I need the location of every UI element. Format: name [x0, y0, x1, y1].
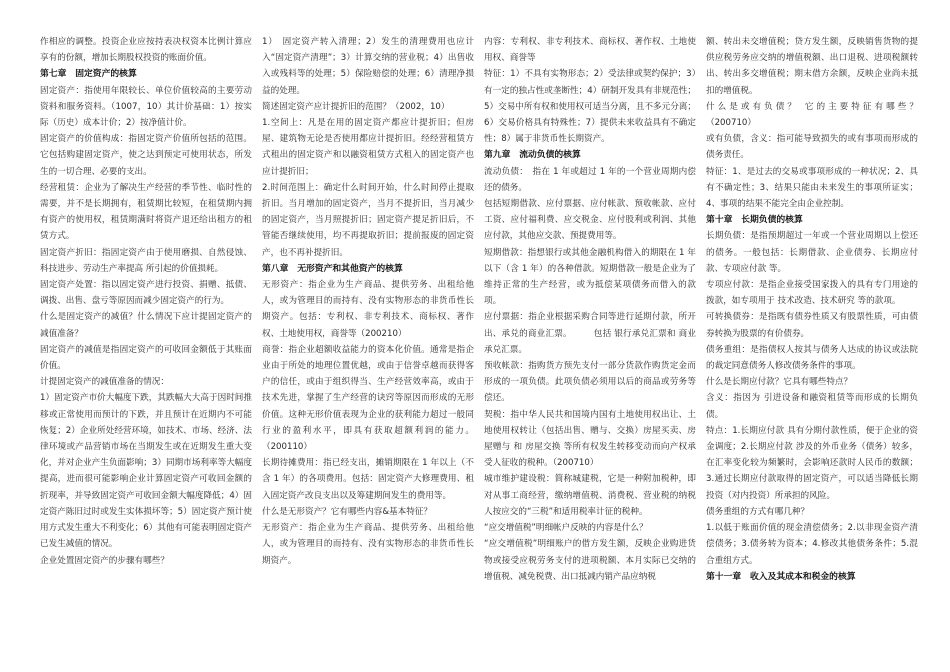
paragraph: 长期待摊费用：指已经支出，摊销期限在 1 年以上（不含 1 年）的各项费用。包括：固定资产大修理费用、租入固定资产改良支出以及筹建期间发生的费用等。 [262, 458, 474, 501]
paragraph: 预收帐款：指购货方预先支付一部分货款作购货定金而形成的一项负债。此项负债必须用以后的商品或劳务等偿还。 [484, 361, 696, 404]
paragraph: 可转换债券：是指既有债券性质又有股票性质，可由债券转换为股票的有价债券。 [706, 312, 918, 339]
paragraph: 固定资产处置：指以固定资产进行投资、捐赠、抵债、调拨、出售、盘亏等原因而减少固定资产的行为。 [40, 280, 252, 307]
paragraph: 债务重组：是指债权人按其与债务人达成的协议或法院的裁定同意债务人修改债务条件的事项。 [706, 344, 918, 372]
paragraph: 企业处置固定资产的步骤有哪些？ [40, 555, 169, 566]
text-column-4 [706, 34, 918, 666]
paragraph: 1） 固定资产转入清理；2）发生的清理费用也应计入“固定资产清理”；3）计算交纳的营业税；4）出售收入或残料等的处理；5）保险赔偿的处理；6）清理净损益的处理。 [262, 37, 474, 96]
paragraph: 固定资产折旧：指固定资产由于使用磨损、自然侵蚀、科技进步、劳动生产率提高 所引起的价值损耗。 [40, 247, 252, 274]
paragraph: 特点：1.长期应付款 具有分期付款性质，便于企业的资金调度；2.长期应付款 涉及的外币业务（债务）较多，在汇率变化较为频繁时，会影响还款时人民币的数额；3.通过长期应付款取得的固定资产，可以适当降低长期投资（对内投资）所承担的风险。 [706, 425, 918, 501]
paragraph: 2.时间范围上：确定什么时间开始，什么时间停止提取折旧。当月增加的固定资产，当月不提折旧，当月减少的固定资产，当月照提折旧；固定资产提足折旧后，不管能否继续使用，均不再提取折旧；提前报废的固定资产，也不再补提折旧。 [262, 182, 474, 258]
paragraph: “应交增值税”明细帐户反映的内容是什么？ [484, 523, 648, 534]
chapter-heading: 第九章 流动负债的核算 [484, 150, 581, 161]
paragraph: 契税：指中华人民共和国境内国有土地使用权出让、土地使用权转让（包括出售、赠与、交换）房屋买卖、房屋赠与 和 房屋交换 等所有权发生转移变动而向产权承受人征收的税种。（200710） [484, 409, 696, 469]
chapter-heading: 第八章 无形资产和其他资产的核算 [262, 263, 403, 274]
text-column-3 [484, 34, 696, 666]
chapter-heading: 第十一章 收入及其成本和税金的核算 [706, 571, 856, 582]
paragraph: 内容：专利权、非专利技术、商标权、著作权、土地使用权、商誉等 [484, 37, 696, 64]
paragraph: 简述固定资产应计提折旧的范围？（2002，10） [262, 101, 450, 112]
text-column-2 [262, 34, 474, 666]
paragraph: 流动负债： 指在 1 年或超过 1 年的一个营业周期内偿还的债务。 [484, 166, 696, 193]
paragraph: 长期负债：是指预期超过一年或一个营业周期以上偿还的债务。一般包括：长期借款、企业债券、长期应付款、专项应付款 等。 [706, 231, 918, 274]
paragraph: 或有负债，含义：指可能导致损失的或有事项而形成的债务责任。 [706, 134, 918, 161]
paragraph: 固定资产的价值构成：指固定资产价值所包括的范围。它包括购建固定资产，使之达到预定可使用状态，所发生的一切合理、必要的支出。 [40, 134, 252, 177]
paragraph: 什么是无形资产？它有哪些内容&基本特征？ [262, 506, 432, 517]
paragraph: 无形资产：指企业为生产商品、提供劳务、出租给他人，或为管理目的而持有、没有实物形态的非货币性长期资产。 [262, 523, 474, 566]
paragraph: 固定资产：指使用年限较长、单位价值较高的主要劳动资料和服务资料。（1007，10）其计价基础：1）按实际（历史）成本计价；2）按净值计价。 [40, 85, 252, 129]
chapter-heading: 第十章 长期负债的核算 [706, 215, 803, 226]
paragraph: 作相应的调整。投资企业应按持表决权资本比例计算应享有的份额，增加长期股权投资的账面价值。 [40, 37, 252, 64]
paragraph: 城市维护建设税：简称城建税，它是一种附加税种，即对从事工商经营，缴纳增值税、消费税、营业税的纳税人按应交的“三税”和适用税率计征的税种。 [484, 474, 696, 517]
chapter-heading: 第七章 固定资产的核算 [40, 69, 137, 80]
paragraph: 额、转出未交增值税；贷方发生额，反映销售货物的提供应税劳务应交纳的增值税额、出口退税、进项税额转出、转出多交增值税；期末借方余额，反映企业尚未抵扣的增值税。 [706, 37, 918, 96]
paragraph: 含义：指因为 引进设备和融资租赁等而形成的长期负债。 [706, 393, 918, 420]
paragraph: 专项应付款：是指企业接受国家拨入的具有专门用途的拨款，如专项用于 技术改造、技术研究 等的款项。 [706, 280, 918, 307]
text-column-1 [40, 34, 252, 666]
paragraph: 商誉：指企业超额收益能力的资本化价值。通常是指企业由于所处的地理位置优越，或由于信誉卓越而获得客户的信任，或由于组织得当、生产经营效率高，或由于技术先进，掌握了生产经营的诀窍等原因而形成的无形价值。这种无形价值表现为企业的获利能力超过一般同行业的盈利水平，即具有获取超额利润的能力。（200110） [262, 344, 474, 453]
paragraph: 应付票据：指企业根据采购合同等进行延期付款，所开出、承兑的商业汇票。 包括 银行承兑汇票和 商业承兑汇票。 [484, 312, 696, 355]
paragraph: 短期借款：指想银行或其他金融机构借入的期限在 1 年以下（含 1 年）的各种借款。短期借款一般是企业为了维持正常的生产经营，或为抵偿某项债务而借入的款项。 [484, 247, 696, 307]
paragraph: “应交增值税”明细账户的借方发生额，反映企业购进货物或接受应税劳务支付的进项税额、本月实际已交纳的增值税、减免税费、出口抵减内销产品应纳税 [484, 539, 696, 582]
paragraph: 特征：1、是过去的交易或事项形成的一种状况；2、具有不确定性；3、结果只能由未来发生的事项所证实；4、事项的结果不能完全由企业控制。 [706, 166, 918, 210]
paragraph: 计提固定资产的减值准备的情况： [40, 377, 169, 388]
paragraph: 什么是长期应付款？它具有哪些特点？ [706, 377, 853, 388]
paragraph: 债务重组的方式有哪几种？ [706, 506, 810, 517]
paragraph: 固定资产的减值是指固定资产的可收回金额低于其账面价值。 [40, 344, 252, 372]
paragraph: 包括短期借款、应付票据、应付帐款、预收帐款、应付工资、应付福利费、应交税金、应付股利或利润、其他应付款，其他应交款、预提费用等。 [484, 199, 696, 242]
paragraph: 经营租赁：企业为了解决生产经营的季节性、临时性的需要，并不是长期拥有，租赁期比较短，在租赁期内拥有资产的使用权，租赁期满时将资产退还给出租方的租赁方式。 [40, 182, 252, 242]
paragraph: 1.空间上：凡是在用的固定资产都应计提折旧；但房屋、建筑物无论是否使用都应计提折旧。经经营租赁方式租出的固定资产和以融资租赁方式租入的固定资产也应计提折旧； [262, 118, 474, 177]
paragraph: 什 么 是 或 有 负 债 ？ 它 的 主 要 特 征 有 哪 些 ？（200710） [706, 101, 918, 129]
paragraph: 1.以低于账面价值的现金清偿债务；2.以非现金资产清偿债务；3.债务转为资本；4.修改其他债务条件；5.混合重组方式。 [706, 523, 918, 566]
paragraph: 特征：1）不具有实物形态；2）受法律或契约保护；3）有一定的独占性或垄断性；4）研制开发具有非规范性；5）交易中所有权和使用权可适当分离，且不多元分离；6）交易价格具有特殊性；7）提供未来收益具有不确定性；8）属于非货币性长期资产。 [484, 69, 696, 145]
paragraph: 什么是固定资产的减值？什么情况下应计提固定资产的减值准备？ [40, 312, 252, 339]
paragraph: 无形资产：指企业为生产商品、提供劳务、出租给他人，或为管理目的而持有、没有实物形态的非货币性长期资产。包括：专利权、非专利技术、商标权、著作权、土地使用权，商誉等（200210） [262, 280, 474, 339]
paragraph: 1）固定资产市价大幅度下跌，其跌幅大大高于因时间推移或正常使用而预计的下跌，并且预计在近期内不可能恢复；2）企业所处经营环境，如技术、市场、经济、法律环境或产品营销市场在当期发生或在近期发生重大变化，并对企业产生负面影响；3）同期市场利率等大幅度提高，进而很可能影响企业计算固定资产可收回金额的折现率，并导致固定资产可收回金额大幅度降低；4）固定资产陈旧过时或发生实体损坏等；5）固定资产预计使用方式发生重大不利变化；6）其他有可能表明固定资产已发生减值的情况。 [40, 393, 252, 550]
